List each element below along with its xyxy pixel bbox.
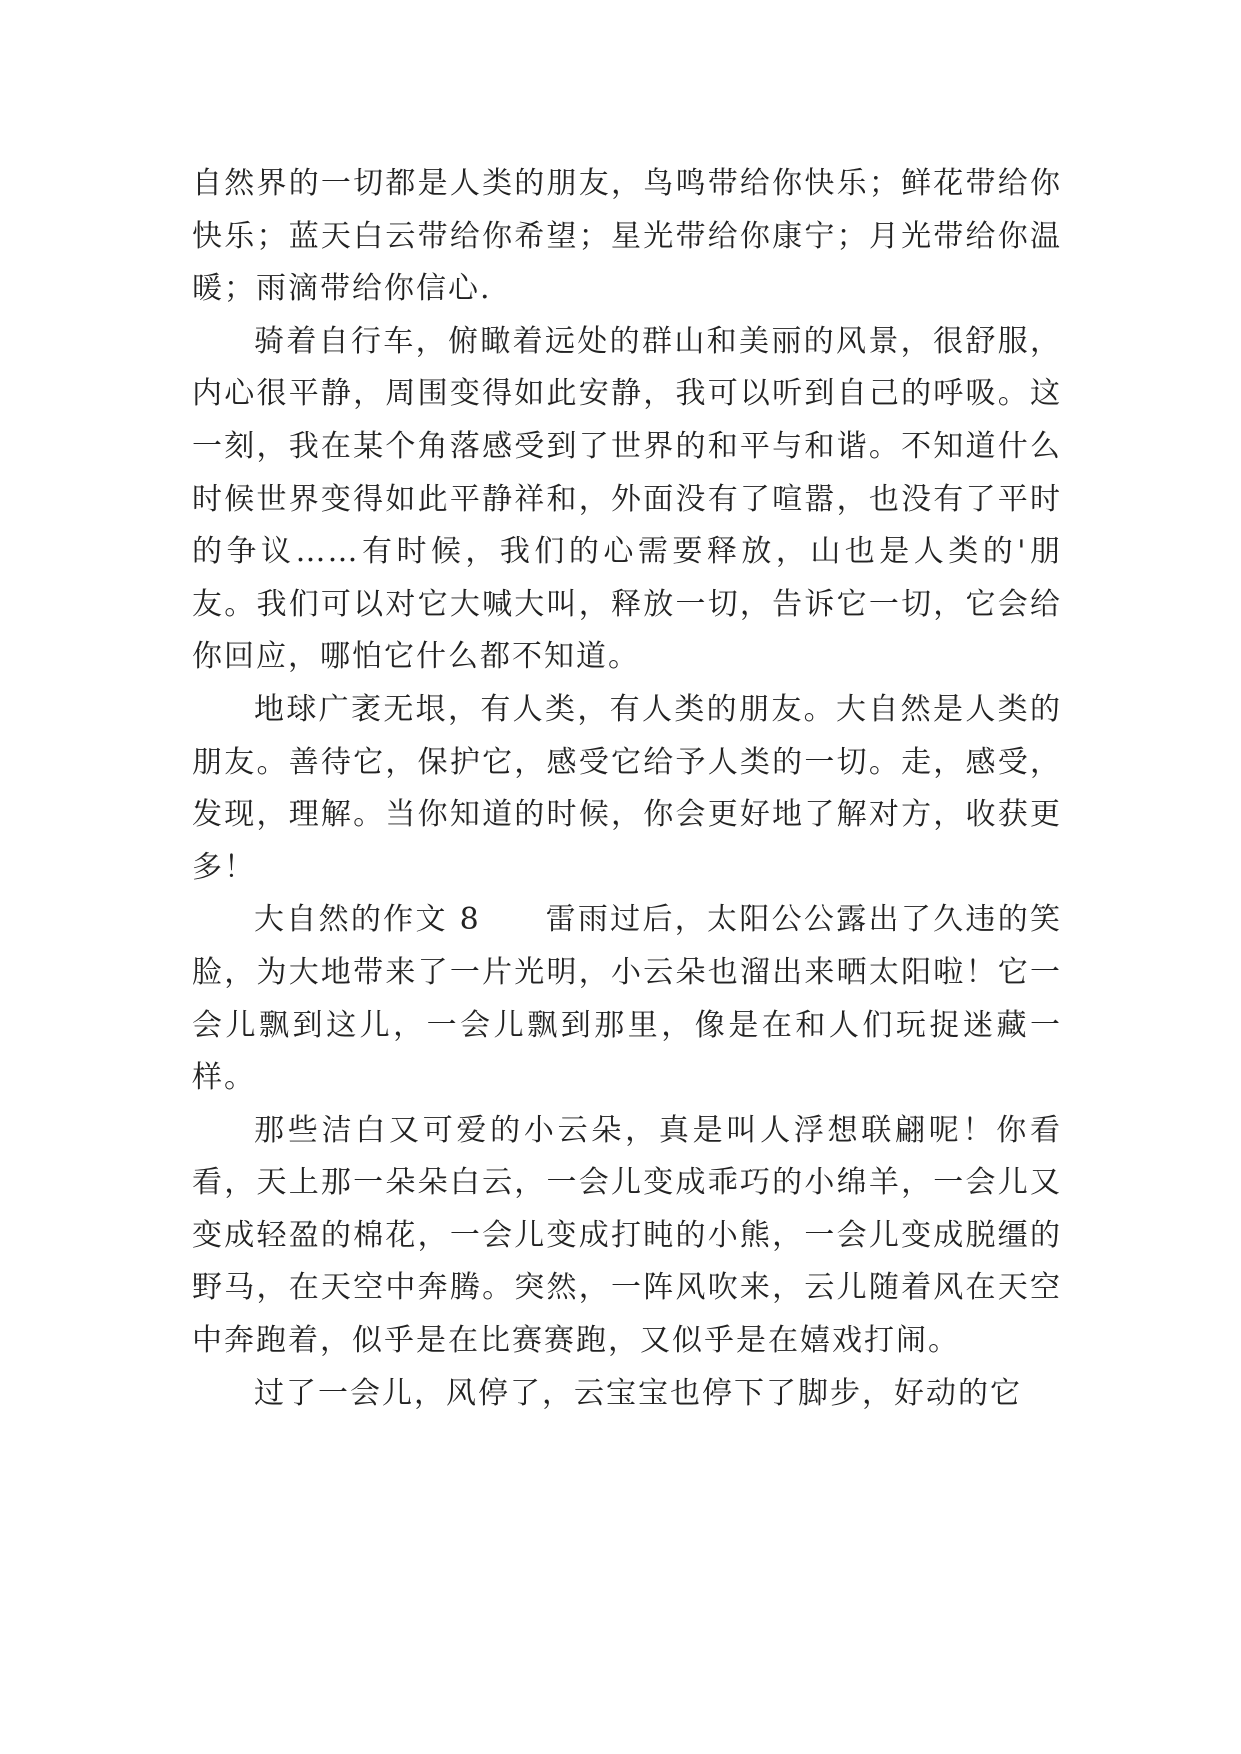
- paragraph: 地球广袤无垠，有人类，有人类的朋友。大自然是人类的朋友。善待它，保护它，感受它给予人类的一切。走，感受，发现，理解。当你知道的时候，你会更好地了解对方，收获更多！: [192, 691, 1062, 885]
- paragraph: 过了一会儿，风停了，云宝宝也停下了脚步，好动的它: [254, 1375, 1022, 1411]
- body-text: [192, 158, 1062, 1420]
- paragraph: 骑着自行车，俯瞰着远处的群山和美丽的风景，很舒服，内心很平静，周围变得如此安静，我可以听到自己的呼吸。这一刻，我在某个角落感受到了世界的和平与和谐。不知道什么时候世界变得如此平静祥和，外面没有了喧嚣，也没有了平时的争议……有时候，我们的心需要释放，山也是人类的'朋友。我们可以对它大喊大叫，释放一切，告诉它一切，它会给你回应，哪怕它什么都不知道。: [192, 323, 1062, 675]
- paragraph: 大自然的作文 8 雷雨过后，太阳公公露出了久违的笑脸，为大地带来了一片光明，小云朵也溜出来晒太阳啦！它一会儿飘到这儿，一会儿飘到那里，像是在和人们玩捉迷藏一样。: [192, 902, 1062, 1096]
- paragraph: 那些洁白又可爱的小云朵，真是叫人浮想联翩呢！你看看，天上那一朵朵白云，一会儿变成乖巧的小绵羊，一会儿又变成轻盈的棉花，一会儿变成打盹的小熊，一会儿变成脱缰的野马，在天空中奔腾。突然，一阵风吹来，云儿随着风在天空中奔跑着，似乎是在比赛赛跑，又似乎是在嬉戏打闹。: [192, 1112, 1062, 1359]
- paragraph: 自然界的一切都是人类的朋友，鸟鸣带给你快乐；鲜花带给你快乐；蓝天白云带给你希望；星光带给你康宁；月光带给你温暖；雨滴带给你信心.: [192, 166, 1062, 307]
